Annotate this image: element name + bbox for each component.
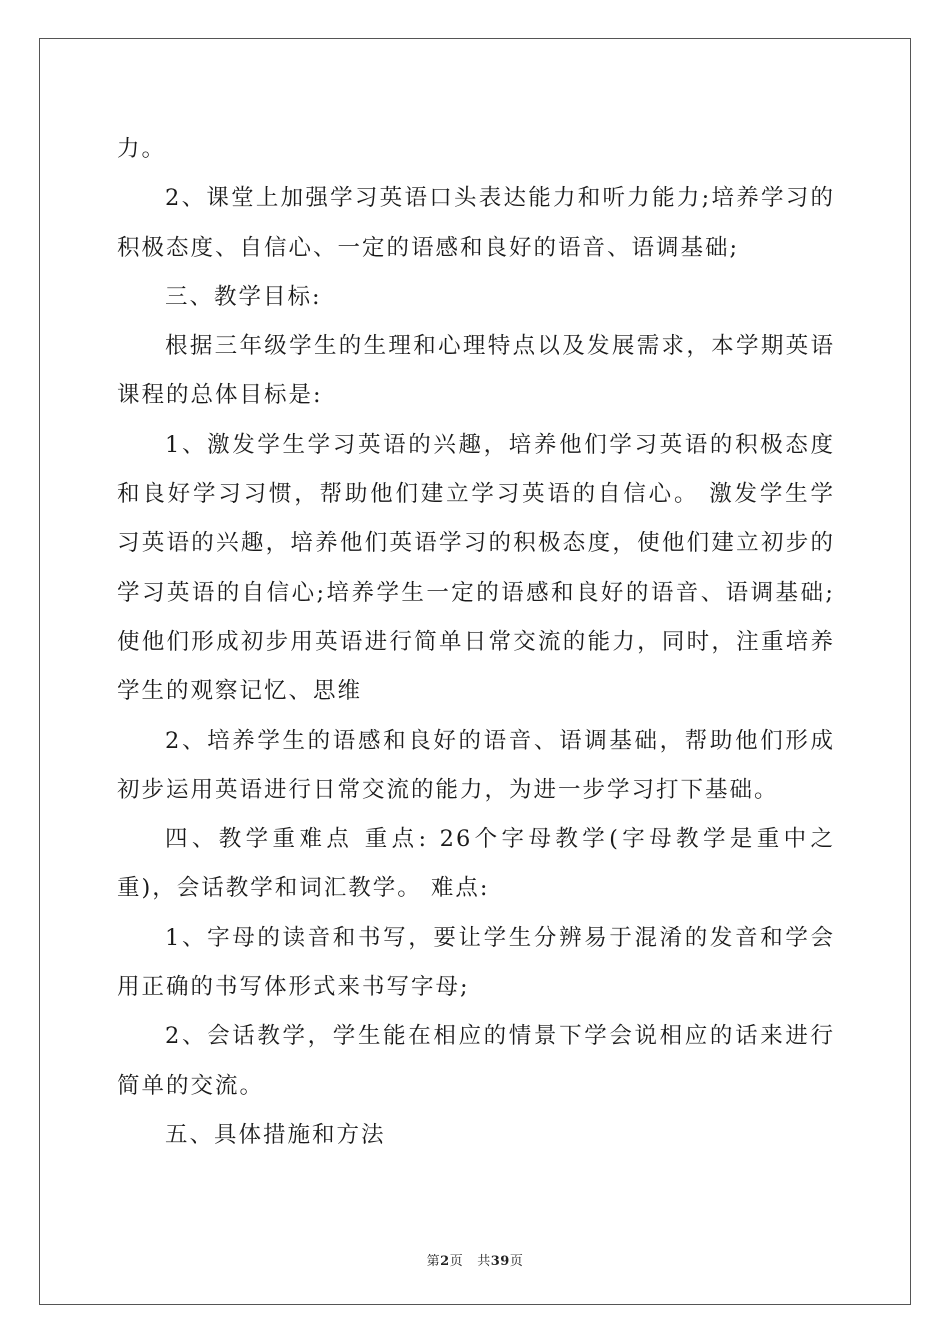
page-footer [0,1250,950,1269]
total-suffix: 页 [509,1254,524,1269]
document-body [117,125,835,1160]
paragraph-objective-2: 2、培养学生的语感和良好的语音、语调基础，帮助他们形成初步运用英语进行日常交流的能力，为进一步学习打下基础。 [117,727,835,803]
paragraph-difficulty-2: 2、会话教学，学生能在相应的情景下学会说相应的话来进行简单的交流。 [117,1023,835,1099]
paragraph-classroom-goals: 2、课堂上加强学习英语口头表达能力和听力能力;培养学习的积极态度、自信心、一定的语感和良好的语音、语调基础; [117,185,835,261]
paragraph-difficulty-1: 1、字母的读音和书写，要让学生分辨易于混淆的发音和学会用正确的书写体形式来书写字母; [117,924,835,1001]
paragraph-overall-objective: 根据三年级学生的生理和心理特点以及发展需求，本学期英语课程的总体目标是: [117,333,835,409]
page-suffix: 页 [449,1254,464,1269]
current-page-number: 2 [440,1254,450,1269]
section-heading-teaching-objectives: 三、教学目标: [165,283,322,310]
section-heading-key-difficult-points: 四、教学重难点 重点: 26个字母教学(字母教学是重中之重)，会话教学和词汇教学。 难点: [117,826,835,902]
total-prefix: 共 [477,1254,491,1269]
section-heading-measures-methods: 五、具体措施和方法 [165,1121,386,1148]
paragraph-continuation: 力。 [117,136,167,162]
page-prefix: 第 [426,1254,441,1269]
paragraph-objective-1: 1、激发学生学习英语的兴趣，培养他们学习英语的积极态度和良好学习习惯，帮助他们建立学习英语的自信心。 激发学生学习英语的兴趣，培养他们英语学习的积极态度，使他们建立初步的学习英语的自信心;培养学生一定的语感和良好的语音、语调基础;使他们形成初步用英语进行简单日常交流的能力，同时，注重培养学生的观察记忆、思维 [117,431,835,705]
total-page-count: 39 [490,1254,510,1269]
